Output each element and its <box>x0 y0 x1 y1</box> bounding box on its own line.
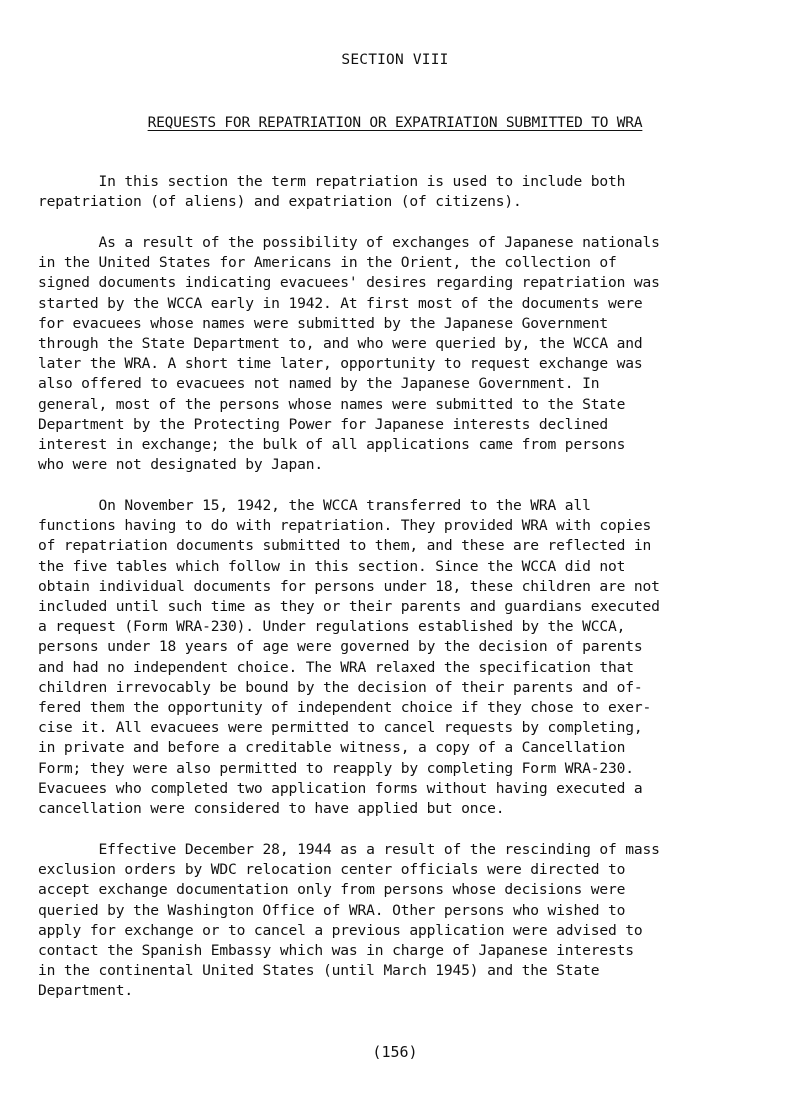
text-line: for evacuees whose names were submitted by the Japanese Government <box>38 314 608 332</box>
text-line: in the United States for Americans in the Orient, the collection of <box>38 254 617 272</box>
text-line: and had no independent choice. The WRA relaxed the specification that <box>38 658 634 676</box>
paragraph-effective-date <box>38 840 768 1002</box>
text-line: the five tables which follow in this section. Since the WCCA did not <box>38 557 626 575</box>
text-line: included until such time as they or their parents and guardians executed <box>38 598 660 616</box>
text-line: in the continental United States (until March 1945) and the State <box>38 962 600 980</box>
text-line: signed documents indicating evacuees' desires regarding repatriation was <box>38 274 660 292</box>
text-line: In this section the term repatriation is used to include both <box>38 173 626 190</box>
text-line: interest in exchange; the bulk of all applications came from persons <box>38 436 626 454</box>
page-number: (156) <box>372 1043 418 1061</box>
text-line: general, most of the persons whose names were submitted to the State <box>38 395 626 413</box>
text-line: Evacuees who completed two application forms without having executed a <box>38 779 643 797</box>
text-line: Effective December 28, 1944 as a result of the rescinding of mass <box>38 841 660 858</box>
text-line: Department by the Protecting Power for Japanese interests declined <box>38 415 608 433</box>
text-line: in private and before a creditable witness, a copy of a Cancellation <box>38 739 626 757</box>
text-line: Department. <box>38 982 133 1000</box>
section-title <box>0 115 790 131</box>
text-line: later the WRA. A short time later, opportunity to request exchange was <box>38 355 643 373</box>
paragraph-definition <box>38 172 768 212</box>
text-line: who were not designated by Japan. <box>38 456 323 474</box>
paragraph-transfer <box>38 496 768 819</box>
text-line: exclusion orders by WDC relocation center officials were directed to <box>38 861 626 879</box>
text-line: Form; they were also permitted to reapply by completing Form WRA-230. <box>38 759 634 777</box>
section-title-text: REQUESTS FOR REPATRIATION OR EXPATRIATION SUBMITTED TO WRA <box>147 115 643 131</box>
text-line: cancellation were considered to have applied but once. <box>38 800 505 818</box>
text-line: queried by the Washington Office of WRA. Other persons who wished to <box>38 901 626 919</box>
text-line: of repatriation documents submitted to them, and these are reflected in <box>38 537 652 555</box>
text-line: obtain individual documents for persons under 18, these children are not <box>38 577 660 595</box>
text-line: functions having to do with repatriation. They provided WRA with copies <box>38 517 652 535</box>
section-heading: SECTION VIII <box>341 52 449 68</box>
text-line: As a result of the possibility of exchanges of Japanese nationals <box>38 234 660 251</box>
text-line: cise it. All evacuees were permitted to cancel requests by completing, <box>38 719 643 737</box>
text-line: through the State Department to, and who were queried by, the WCCA and <box>38 335 643 353</box>
paragraph-background <box>38 233 768 475</box>
text-line: accept exchange documentation only from persons whose decisions were <box>38 881 626 899</box>
text-line: children irrevocably be bound by the decision of their parents and of- <box>38 678 643 696</box>
text-line: On November 15, 1942, the WCCA transferred to the WRA all <box>38 497 591 514</box>
text-line: a request (Form WRA-230). Under regulations established by the WCCA, <box>38 618 626 636</box>
text-line: apply for exchange or to cancel a previous application were advised to <box>38 921 643 939</box>
text-line: also offered to evacuees not named by the Japanese Government. In <box>38 375 600 393</box>
text-line: started by the WCCA early in 1942. At first most of the documents were <box>38 294 643 312</box>
text-line: contact the Spanish Embassy which was in charge of Japanese interests <box>38 942 634 960</box>
text-line: persons under 18 years of age were governed by the decision of parents <box>38 638 643 656</box>
text-line: repatriation (of aliens) and expatriation (of citizens). <box>38 193 522 211</box>
text-line: fered them the opportunity of independent choice if they chose to exer- <box>38 699 652 717</box>
